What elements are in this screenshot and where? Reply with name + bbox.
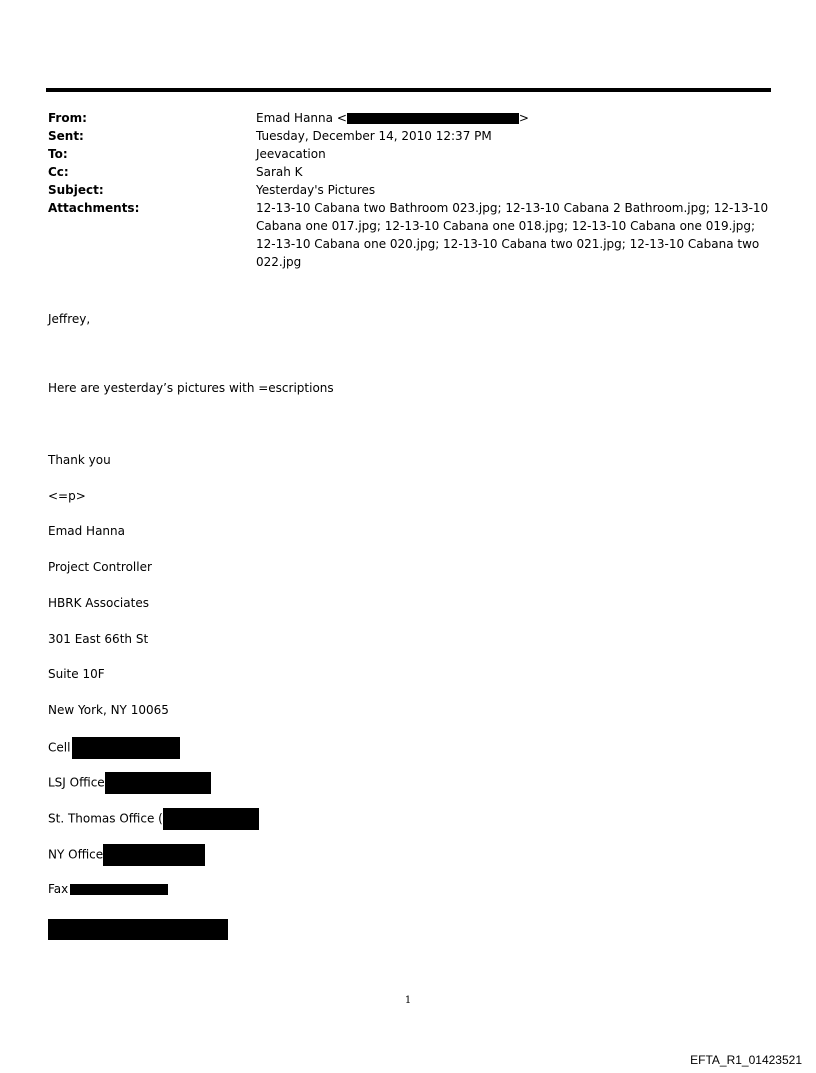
from-close: >	[518, 111, 529, 125]
lsj-office-line	[48, 772, 211, 794]
header-divider	[46, 88, 771, 92]
signature-name: Emad Hanna	[48, 524, 125, 538]
lsj-office-label: LSJ Office	[48, 775, 105, 790]
redaction-box	[347, 113, 519, 124]
cc-row	[48, 163, 772, 181]
ny-office-line	[48, 844, 205, 866]
document-id: EFTA_R1_01423521	[690, 1053, 802, 1067]
redaction-box	[48, 919, 228, 940]
to-value: Jeevacation	[256, 147, 326, 161]
message-text: Here are yesterday’s pictures with =escriptions	[48, 381, 334, 395]
sent-row	[48, 127, 772, 145]
to-label: To:	[48, 147, 68, 161]
signature-address1: 301 East 66th St	[48, 632, 149, 646]
signature-title: Project Controller	[48, 560, 152, 574]
page-number: 1	[404, 995, 412, 1006]
from-name: Emad Hanna <	[256, 111, 347, 125]
greeting: Jeffrey,	[48, 312, 91, 326]
cc-value: Sarah K	[256, 165, 303, 179]
signature-address2: Suite 10F	[48, 667, 105, 681]
subject-label: Subject:	[48, 183, 104, 197]
cell-label: Cell	[48, 740, 71, 755]
from-row	[48, 109, 772, 127]
from-value	[256, 109, 772, 127]
sent-value: Tuesday, December 14, 2010 12:37 PM	[256, 129, 492, 143]
closing-thanks: Thank you	[48, 453, 111, 467]
signature-city: New York, NY 10065	[48, 703, 169, 717]
redaction-box	[105, 772, 211, 794]
from-label: From:	[48, 111, 87, 125]
cell-line	[48, 737, 180, 759]
subject-row	[48, 181, 772, 199]
attachments-label: Attachments:	[48, 201, 140, 215]
email-header	[48, 109, 772, 271]
cc-label: Cc:	[48, 165, 69, 179]
st-thomas-office-label: St. Thomas Office (	[48, 811, 163, 826]
attachments-row	[48, 199, 772, 271]
st-thomas-office-line	[48, 808, 259, 830]
redaction-box	[163, 808, 259, 830]
subject-value: Yesterday's Pictures	[256, 183, 376, 197]
signature-company: HBRK Associates	[48, 596, 149, 610]
fax-line	[48, 880, 168, 898]
redaction-box	[70, 884, 168, 895]
sent-label: Sent:	[48, 129, 84, 143]
ny-office-label: NY Office	[48, 847, 104, 862]
redaction-box	[103, 844, 205, 866]
fax-label: Fax	[48, 882, 69, 896]
attachments-value: 12-13-10 Cabana two Bathroom 023.jpg; 12-13-10 Cabana 2 Bathroom.jpg; 12-13-10 Cabana one 017.jpg; 12-13-10 Cabana one 018.jpg; 12-13-10 Cabana one 019.jpg; 12-13-10 Cabana one 020.jpg; 12-13-10 Cabana two 021.jpg; 12-13-10 Cabana two 022.jpg	[256, 201, 769, 269]
to-row	[48, 145, 772, 163]
escaped-p-tag: <=p>	[48, 489, 86, 503]
redaction-box	[72, 737, 180, 759]
